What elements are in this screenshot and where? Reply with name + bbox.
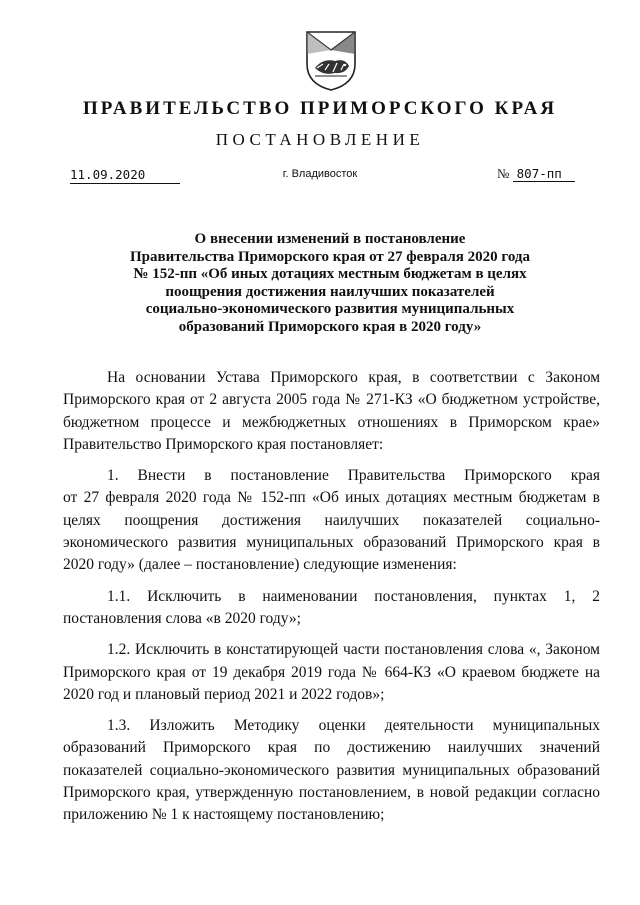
title-line: социально-экономического развития муниципальных bbox=[145, 301, 515, 317]
paragraph-item-1 bbox=[63, 465, 600, 576]
text-line: целях поощрения достижения наилучших показателей социально- bbox=[63, 511, 600, 529]
text-line: На основании Устава Приморского края, в соответствии с Законом bbox=[107, 369, 600, 386]
text-line: экономического развития муниципальных образований Приморского края в bbox=[63, 534, 600, 552]
text-line: Приморского края, утвержденную постановлением, в новой редакции согласно bbox=[63, 784, 600, 802]
text-line: образований Приморского края по достижению наилучших значений bbox=[63, 739, 600, 757]
document-type: ПОСТАНОВЛЕНИЕ bbox=[215, 130, 425, 149]
text-line: от 27 февраля 2020 года № 152-пп «Об иных дотациях местным бюджетам в bbox=[63, 489, 600, 507]
text-line: 1.1. Исключить в наименовании постановления, пунктах 1, 2 bbox=[107, 587, 600, 605]
title-line: О внесении изменений в постановление bbox=[194, 231, 466, 247]
text-line: постановления слова «в 2020 году»; bbox=[63, 609, 301, 627]
paragraph-item-1-1 bbox=[63, 586, 600, 631]
text-line: приложению № 1 к настоящему постановлению; bbox=[63, 806, 385, 824]
city: г. Владивосток bbox=[282, 168, 358, 180]
document-date: 11.09.2020 bbox=[70, 167, 180, 184]
document-title bbox=[80, 231, 580, 336]
text-line: бюджетном процессе и межбюджетных отношениях в Приморском крае» bbox=[63, 413, 600, 431]
text-line: 1. Внести в постановление Правительства Приморского края bbox=[107, 467, 600, 485]
text-line: Приморского края от 2 августа 2005 года № 271-КЗ «О бюджетном устройстве, bbox=[63, 391, 600, 409]
paragraph-item-1-3 bbox=[63, 715, 600, 826]
text-line: Приморского края от 19 декабря 2019 года № 664-КЗ «О краевом бюджете на bbox=[63, 663, 600, 681]
number-prefix: № bbox=[497, 166, 510, 181]
government-name: ПРАВИТЕЛЬСТВО ПРИМОРСКОГО КРАЯ bbox=[82, 98, 558, 119]
text-line: 2020 год и плановый период 2021 и 2022 годов»; bbox=[63, 685, 385, 703]
coat-of-arms-icon bbox=[301, 28, 361, 92]
text-line: 1.3. Изложить Методику оценки деятельности муниципальных bbox=[107, 717, 600, 735]
text-line: показателей социально-экономического развития муниципальных образований bbox=[63, 761, 600, 779]
title-line: поощрения достижения наилучших показателей bbox=[165, 283, 495, 300]
title-line: № 152-пп «Об иных дотациях местным бюджетам в целях bbox=[133, 266, 527, 282]
document-body bbox=[63, 367, 600, 836]
number-value: 807-пп bbox=[513, 166, 575, 182]
title-line: Правительства Приморского края от 27 февраля 2020 года bbox=[129, 248, 531, 265]
text-line: 1.2. Исключить в констатирующей части постановления слова «, Законом bbox=[107, 641, 600, 659]
title-line: образований Приморского края в 2020 году» bbox=[178, 318, 482, 335]
paragraph-item-1-2 bbox=[63, 639, 600, 706]
text-line: Правительство Приморского края постановляет: bbox=[63, 435, 384, 453]
paragraph-preamble bbox=[63, 367, 600, 456]
text-line: 2020 году» (далее – постановление) следующие изменения: bbox=[63, 556, 457, 574]
document-number bbox=[497, 166, 575, 182]
